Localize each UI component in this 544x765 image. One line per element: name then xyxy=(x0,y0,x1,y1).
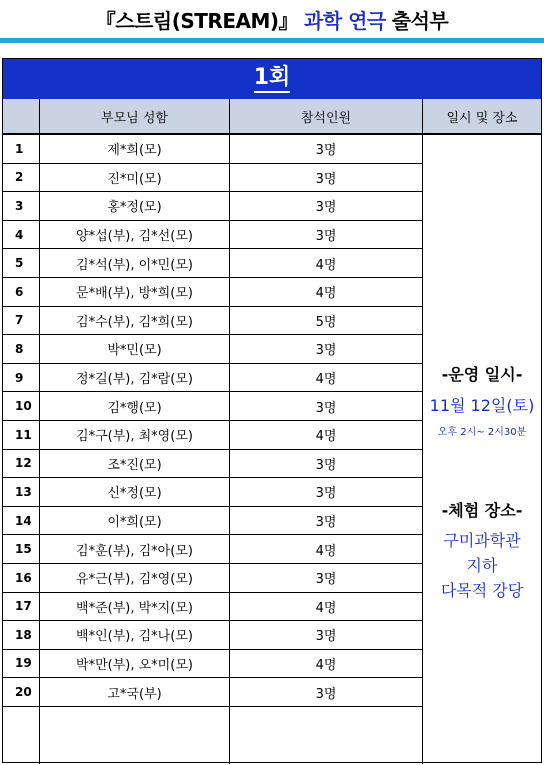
table-row xyxy=(3,621,423,650)
table-row xyxy=(3,564,423,593)
parent-name: 신*정(모) xyxy=(40,478,230,506)
attendance-count: 3명 xyxy=(230,621,423,649)
header-date-place: 일시 및 장소 xyxy=(423,99,541,135)
row-number: 19 xyxy=(3,650,40,678)
attendance-count: 4명 xyxy=(230,421,423,449)
table-row xyxy=(3,450,423,479)
attendance-count: 3명 xyxy=(230,221,423,249)
schedule-time: 오후 2시~ 2시30분 xyxy=(437,427,527,438)
row-number: 5 xyxy=(3,249,40,277)
parent-name: 김*석(부), 이*민(모) xyxy=(40,249,230,277)
parent-name: 이*희(모) xyxy=(40,507,230,535)
attendance-count: 3명 xyxy=(230,192,423,220)
event-info-panel xyxy=(423,135,541,762)
attendance-count: 3명 xyxy=(230,507,423,535)
parent-name: 진*미(모) xyxy=(40,164,230,192)
title-underline-bar xyxy=(0,38,544,43)
table-row xyxy=(3,421,423,450)
attendance-count: 3명 xyxy=(230,564,423,592)
table-row xyxy=(3,249,423,278)
parent-name: 문*배(부), 방*희(모) xyxy=(40,278,230,306)
table-row xyxy=(3,364,423,393)
attendance-count: 3명 xyxy=(230,450,423,478)
table-row xyxy=(3,392,423,421)
row-number: 18 xyxy=(3,621,40,649)
parent-name: 제*희(모) xyxy=(40,135,230,163)
attendance-table xyxy=(2,58,542,763)
attendance-count: 3명 xyxy=(230,135,423,163)
row-number: 16 xyxy=(3,564,40,592)
row-number: 15 xyxy=(3,535,40,563)
parent-name: 박*민(모) xyxy=(40,335,230,363)
attendance-count: 4명 xyxy=(230,278,423,306)
attendance-count: 4명 xyxy=(230,249,423,277)
empty-table-row xyxy=(3,707,423,764)
row-number: 9 xyxy=(3,364,40,392)
attendance-count: 4명 xyxy=(230,364,423,392)
attendance-count: 3명 xyxy=(230,335,423,363)
attendance-count: 3명 xyxy=(230,164,423,192)
row-number: 1 xyxy=(3,135,40,163)
table-row xyxy=(3,593,423,622)
table-row xyxy=(3,221,423,250)
table-row xyxy=(3,335,423,364)
empty-cell-count xyxy=(230,707,423,764)
table-row xyxy=(3,678,423,707)
row-number: 14 xyxy=(3,507,40,535)
row-number: 20 xyxy=(3,678,40,706)
attendance-count: 3명 xyxy=(230,392,423,420)
row-number: 7 xyxy=(3,307,40,335)
row-number: 6 xyxy=(3,278,40,306)
table-row xyxy=(3,278,423,307)
title-part-2: 과학 연극 xyxy=(304,8,386,33)
header-attendance-count: 참석인원 xyxy=(230,99,423,135)
parent-name: 고*국(부) xyxy=(40,678,230,706)
session-banner xyxy=(3,59,541,99)
row-number: 4 xyxy=(3,221,40,249)
parent-name: 백*준(부), 박*지(모) xyxy=(40,593,230,621)
attendance-count: 4명 xyxy=(230,650,423,678)
row-number: 11 xyxy=(3,421,40,449)
table-row xyxy=(3,135,423,164)
place-line-1: 구미과학관 xyxy=(443,531,521,550)
table-row xyxy=(3,192,423,221)
row-number: 10 xyxy=(3,392,40,420)
table-row xyxy=(3,164,423,193)
table-row xyxy=(3,650,423,679)
title-part-3: 출석부 xyxy=(391,8,449,33)
session-label: 1회 xyxy=(254,65,291,93)
place-line-3: 다목적 강당 xyxy=(440,581,524,600)
row-number: 2 xyxy=(3,164,40,192)
empty-cell-number xyxy=(3,707,40,764)
row-number: 17 xyxy=(3,593,40,621)
header-number xyxy=(3,99,40,135)
parent-name: 김*훈(부), 김*아(모) xyxy=(40,535,230,563)
attendance-count: 4명 xyxy=(230,593,423,621)
parent-name: 정*길(부), 김*람(모) xyxy=(40,364,230,392)
row-number: 12 xyxy=(3,450,40,478)
parent-name: 김*행(모) xyxy=(40,392,230,420)
parent-name: 박*만(부), 오*미(모) xyxy=(40,650,230,678)
title-part-1: 『스트림(STREAM)』 xyxy=(95,8,298,33)
parent-name: 김*수(부), 김*희(모) xyxy=(40,307,230,335)
table-row xyxy=(3,307,423,336)
parent-name: 조*진(모) xyxy=(40,450,230,478)
parent-name: 유*근(부), 김*영(모) xyxy=(40,564,230,592)
page-title xyxy=(0,0,544,38)
table-row xyxy=(3,507,423,536)
attendance-count: 3명 xyxy=(230,678,423,706)
empty-cell-name xyxy=(40,707,230,764)
attendance-count: 5명 xyxy=(230,307,423,335)
table-row xyxy=(3,478,423,507)
place-line-2: 지하 xyxy=(466,556,498,575)
attendance-count: 3명 xyxy=(230,478,423,506)
schedule-heading: -운영 일시- xyxy=(441,365,523,384)
attendance-count: 4명 xyxy=(230,535,423,563)
table-row xyxy=(3,535,423,564)
row-number: 3 xyxy=(3,192,40,220)
row-number: 8 xyxy=(3,335,40,363)
table-body xyxy=(3,135,423,707)
parent-name: 양*섭(부), 김*선(모) xyxy=(40,221,230,249)
schedule-date: 11월 12일(토) xyxy=(429,396,535,415)
row-number: 13 xyxy=(3,478,40,506)
place-heading: -체험 장소- xyxy=(441,501,523,520)
parent-name: 백*인(부), 김*나(모) xyxy=(40,621,230,649)
parent-name: 홍*정(모) xyxy=(40,192,230,220)
header-parent-name: 부모님 성함 xyxy=(40,99,230,135)
parent-name: 김*구(부), 최*영(모) xyxy=(40,421,230,449)
